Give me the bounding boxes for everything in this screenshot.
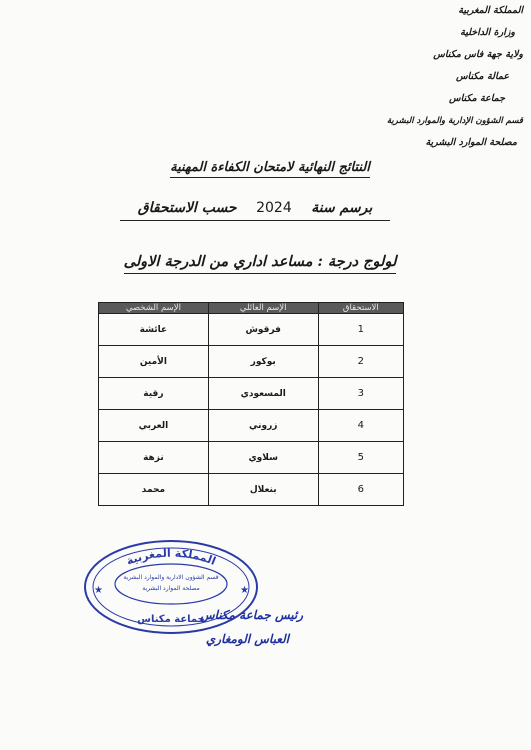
subtitle-underline xyxy=(120,220,390,221)
table-row xyxy=(99,378,404,410)
stamp-inner-line2: مصلحة الموارد البشرية xyxy=(142,585,200,592)
first-name-cell: محمد xyxy=(99,474,209,506)
header-line-commune: جماعة مكناس xyxy=(448,93,505,104)
stamp-inner-line1: قسم الشؤون الادارية والموارد البشرية xyxy=(123,574,219,581)
document-title-text: النتائج النهائية لامتحان الكفاءة المهنية xyxy=(170,160,370,178)
header-line-service: مصلحة الموارد البشرية xyxy=(425,137,517,148)
header-first-name: الإسم الشخصي xyxy=(99,303,209,314)
grade-heading-text: لولوج درجة : مساعد اداري من الدرجة الاولى xyxy=(124,253,397,274)
stamp-bottom-text: جماعة مكناس xyxy=(137,614,205,625)
grade-heading xyxy=(90,253,430,270)
stamp-inner-ring xyxy=(115,564,227,604)
rank-cell: 2 xyxy=(318,346,403,378)
family-name-cell: زروني xyxy=(208,410,318,442)
table-header-row xyxy=(99,303,404,314)
header-line-wilaya: ولاية جهة فاس مكناس xyxy=(433,49,523,60)
table-row xyxy=(99,346,404,378)
results-table xyxy=(98,302,404,506)
rank-cell: 5 xyxy=(318,442,403,474)
signatory-title: رئيس جماعة مكناس xyxy=(200,608,303,622)
rank-cell: 1 xyxy=(318,314,403,346)
family-name-cell: فرقوش xyxy=(208,314,318,346)
rank-cell: 6 xyxy=(318,474,403,506)
first-name-cell: الأمين xyxy=(99,346,209,378)
table-row xyxy=(99,474,404,506)
document-subtitle xyxy=(60,200,450,221)
table-row xyxy=(99,410,404,442)
first-name-cell: عائشة xyxy=(99,314,209,346)
family-name-cell: بنعلال xyxy=(208,474,318,506)
table-row xyxy=(99,314,404,346)
first-name-cell: العربي xyxy=(99,410,209,442)
subtitle-year: 2024 xyxy=(256,200,292,216)
subtitle-prefix: برسم سنة xyxy=(311,200,373,216)
stamp-star-left-icon: ★ xyxy=(94,585,103,596)
family-name-cell: المسعودي xyxy=(208,378,318,410)
family-name-cell: بوكور xyxy=(208,346,318,378)
stamp-star-right-icon: ★ xyxy=(240,585,249,596)
first-name-cell: رقية xyxy=(99,378,209,410)
document-title xyxy=(80,160,460,175)
header-line-ministry: وزارة الداخلية xyxy=(460,27,515,38)
rank-cell: 3 xyxy=(318,378,403,410)
first-name-cell: نزهة xyxy=(99,442,209,474)
header-line-division: قسم الشؤون الإدارية والموارد البشرية xyxy=(386,116,523,126)
subtitle-suffix: حسب الاستحقاق xyxy=(137,200,237,216)
rank-cell: 4 xyxy=(318,410,403,442)
letterhead xyxy=(283,4,523,158)
stamp-top-text: المملكة المغربية xyxy=(124,546,218,568)
header-line-kingdom: المملكة المغربية xyxy=(458,5,523,16)
signature-block xyxy=(200,608,303,646)
signatory-name: العباس الومغاري xyxy=(205,632,289,646)
header-family-name: الإسم العائلي xyxy=(208,303,318,314)
table-row xyxy=(99,442,404,474)
header-rank: الاستحقاق xyxy=(318,303,403,314)
header-line-prefecture: عمالة مكناس xyxy=(455,71,509,82)
family-name-cell: سلاوي xyxy=(208,442,318,474)
